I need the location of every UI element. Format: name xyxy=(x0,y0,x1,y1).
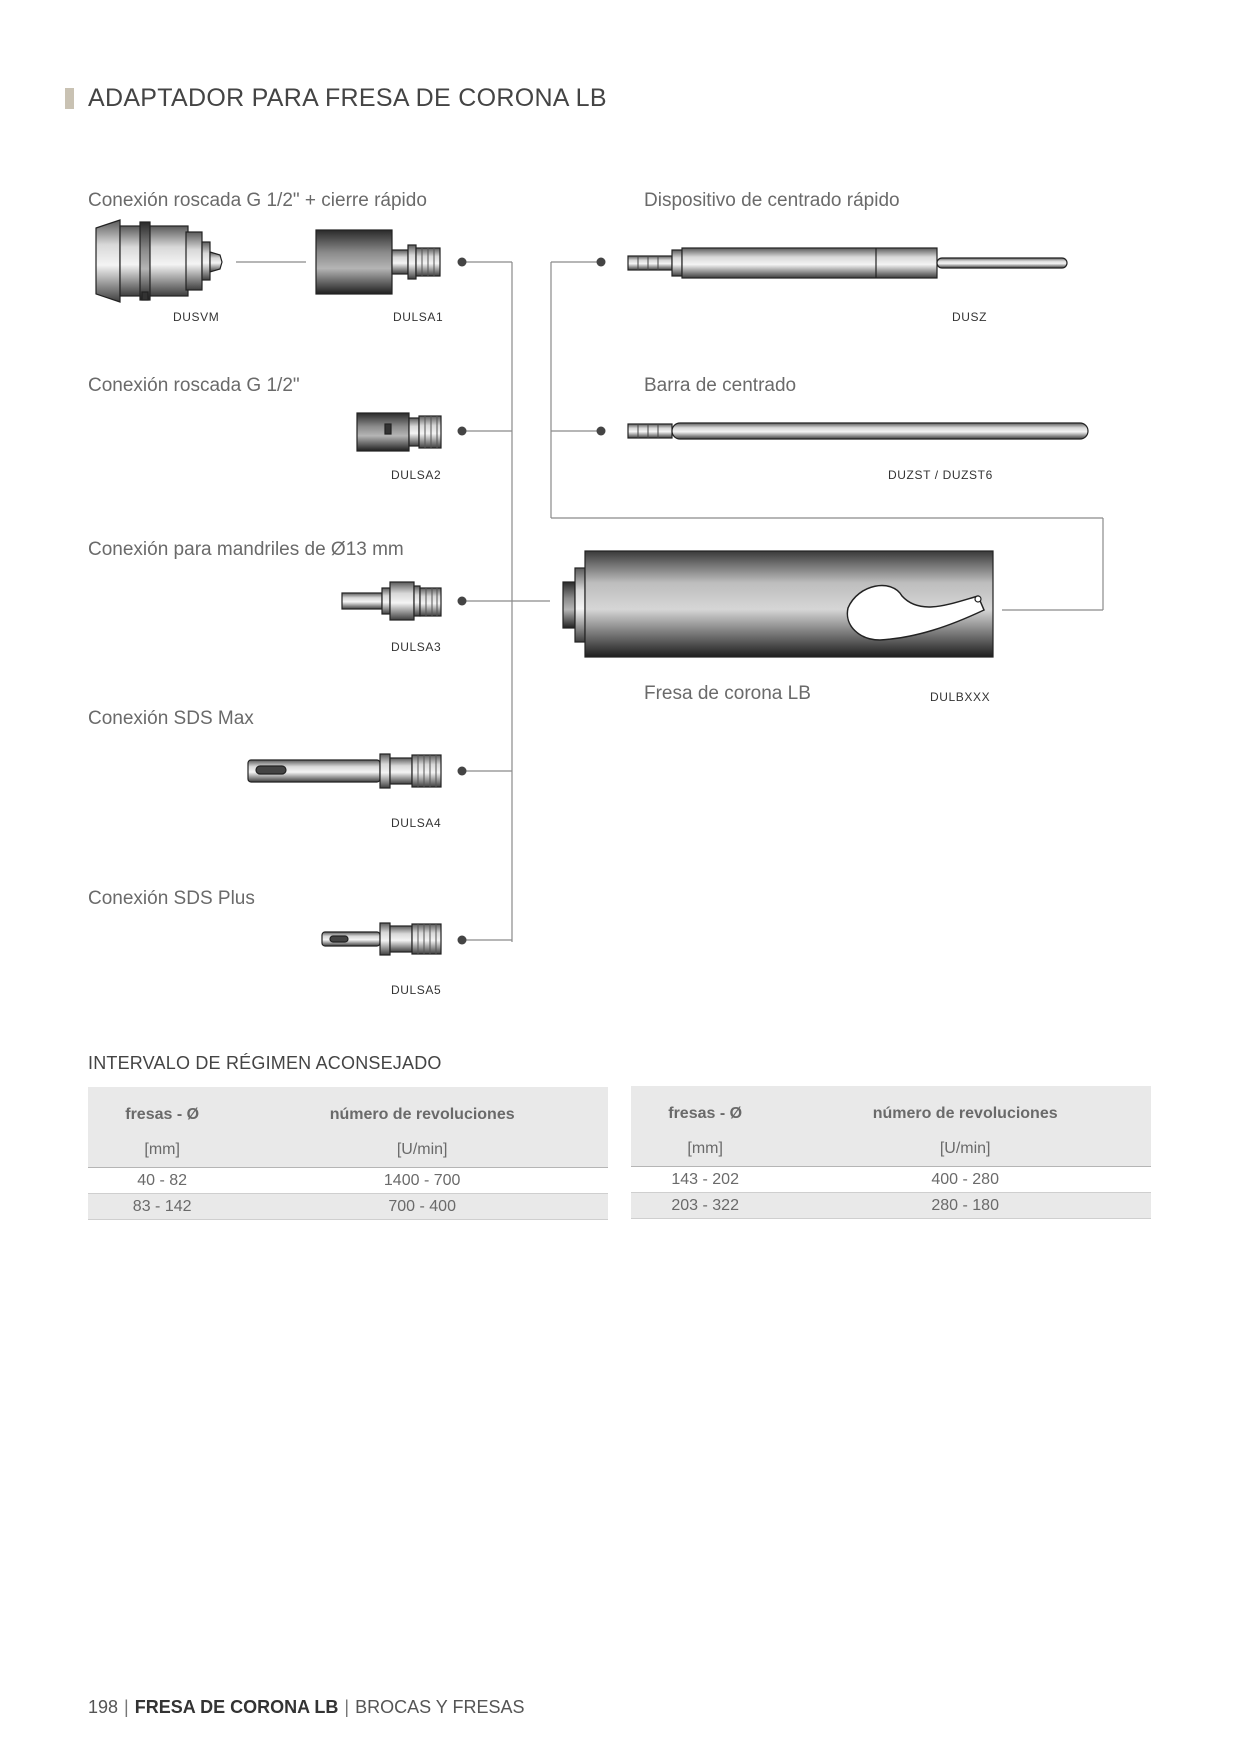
table-cell: 143 - 202 xyxy=(631,1167,779,1193)
code-dulsa3: DULSA3 xyxy=(391,640,442,654)
table-header: número de revoluciones xyxy=(779,1086,1151,1132)
table-cell: 1400 - 700 xyxy=(236,1168,608,1194)
dusvm-adapter-image xyxy=(96,220,222,302)
table-cell: 40 - 82 xyxy=(88,1168,236,1194)
rpm-table-2 xyxy=(631,1086,1151,1219)
code-dusz: DUSZ xyxy=(952,310,988,324)
table-cell: 203 - 322 xyxy=(631,1193,779,1219)
table-unit: [mm] xyxy=(88,1133,236,1168)
label-sds-plus: Conexión SDS Plus xyxy=(88,888,255,909)
table-unit: [U/min] xyxy=(779,1132,1151,1167)
footer-separator: | xyxy=(344,1697,350,1717)
code-dulsa4: DULSA4 xyxy=(391,816,442,830)
code-dulsa5: DULSA5 xyxy=(391,983,442,997)
dusz-centering-device-image xyxy=(628,248,1067,278)
footer-section: BROCAS Y FRESAS xyxy=(355,1697,525,1717)
dulsa4-adapter-image xyxy=(248,754,441,788)
footer-separator: | xyxy=(124,1697,129,1717)
label-chuck-13mm: Conexión para mandriles de Ø13 mm xyxy=(88,539,404,560)
table-header: fresas - Ø xyxy=(631,1086,779,1132)
section-title-rpm: INTERVALO DE RÉGIMEN ACONSEJADO xyxy=(88,1053,442,1073)
label-sds-max: Conexión SDS Max xyxy=(88,708,254,729)
page-number: 198 xyxy=(88,1697,119,1717)
table-row xyxy=(631,1167,1151,1193)
label-centering-bar: Barra de centrado xyxy=(644,375,797,396)
footer-chapter: FRESA DE CORONA LB xyxy=(134,1697,339,1717)
table-row xyxy=(631,1193,1151,1219)
code-dulsa2: DULSA2 xyxy=(391,468,442,482)
table-cell: 83 - 142 xyxy=(88,1194,236,1220)
code-dulsa1: DULSA1 xyxy=(393,310,444,324)
duzst-centering-bar-image xyxy=(628,423,1088,439)
dulsa2-adapter-image xyxy=(357,413,441,451)
dulsa3-adapter-image xyxy=(342,582,441,620)
dulbxxx-core-bit-image xyxy=(563,551,993,657)
table-unit: [U/min] xyxy=(236,1133,608,1168)
table-row xyxy=(88,1194,608,1220)
dulsa1-adapter-image xyxy=(316,230,440,294)
table-cell: 700 - 400 xyxy=(236,1194,608,1220)
page-footer xyxy=(88,1697,525,1718)
label-threaded-quick-lock: Conexión roscada G 1/2" + cierre rápido xyxy=(88,190,427,211)
table-unit: [mm] xyxy=(631,1132,779,1167)
rpm-table-1 xyxy=(88,1087,608,1220)
label-core-bit-lb: Fresa de corona LB xyxy=(644,683,811,704)
label-threaded-g12: Conexión roscada G 1/2" xyxy=(88,375,300,396)
page-title: ADAPTADOR PARA FRESA DE CORONA LB xyxy=(88,84,607,112)
code-dulbxxx: DULBXXX xyxy=(930,690,991,704)
table-row xyxy=(88,1168,608,1194)
dulsa5-adapter-image xyxy=(322,923,441,955)
table-cell: 400 - 280 xyxy=(779,1167,1151,1193)
code-dusvm: DUSVM xyxy=(173,310,220,324)
table-header: número de revoluciones xyxy=(236,1087,608,1133)
label-quick-centering-device: Dispositivo de centrado rápido xyxy=(644,190,900,211)
code-duzst: DUZST / DUZST6 xyxy=(888,468,993,482)
table-cell: 280 - 180 xyxy=(779,1193,1151,1219)
table-header: fresas - Ø xyxy=(88,1087,236,1133)
